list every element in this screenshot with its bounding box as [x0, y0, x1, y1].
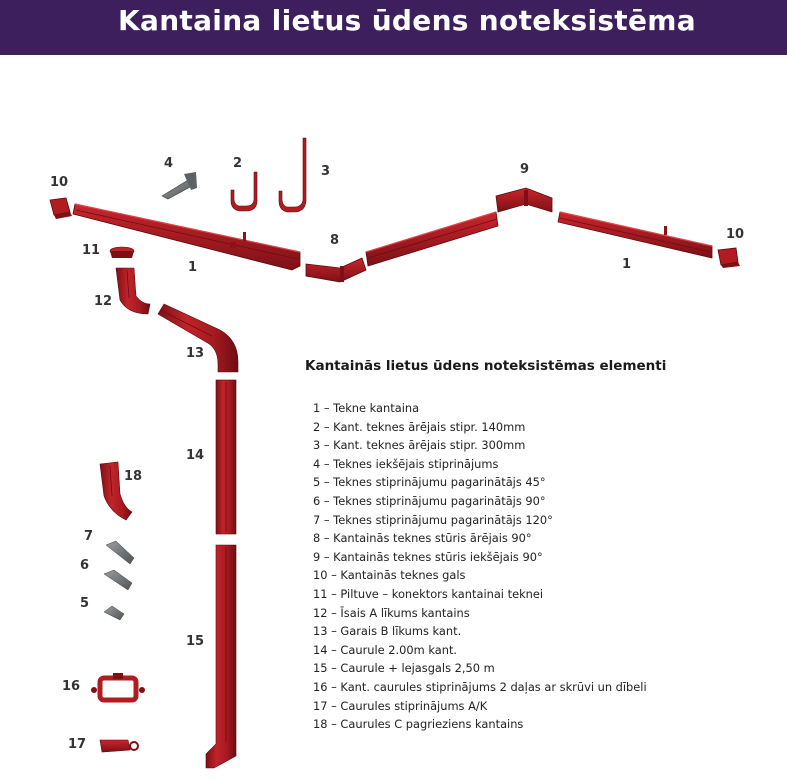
callout-2: 2 — [233, 156, 243, 171]
legend-item: 7 – Teknes stiprinājumu pagarinātājs 120° — [313, 512, 553, 527]
downpipe-with-outlet — [206, 545, 236, 768]
legend-item: 18 – Caurules C pagrieziens kantains — [313, 717, 524, 732]
callout-1-right: 1 — [622, 257, 632, 272]
internal-corner — [496, 188, 552, 212]
callout-11: 11 — [82, 243, 101, 258]
gutter-left — [73, 204, 300, 270]
legend-item: 17 – Caurules stiprinājums A/K — [313, 698, 488, 713]
legend-item: 9 – Kantainās teknes stūris iekšējais 90° — [313, 549, 543, 564]
legend-item: 1 – Tekne kantaina — [313, 401, 420, 415]
pipe-clamp-ak — [100, 740, 138, 752]
outlet-connector — [110, 247, 134, 258]
callout-17: 17 — [68, 737, 87, 752]
external-corner — [306, 258, 366, 282]
callout-16: 16 — [62, 679, 81, 694]
legend-item: 15 – Caurule + lejasgals 2,50 m — [313, 661, 495, 676]
legend-title: Kantainās lietus ūdens noteksistēmas elementi — [305, 358, 667, 374]
callout-1-left: 1 — [188, 260, 198, 275]
legend-item: 3 – Kant. teknes ārējais stipr. 300mm — [313, 438, 526, 453]
downpipe-2m — [216, 380, 236, 534]
callout-5: 5 — [80, 596, 90, 611]
gutter-end-cap-right — [718, 248, 740, 268]
external-bracket-300 — [279, 138, 306, 212]
gutter-middle — [366, 212, 498, 266]
callout-4: 4 — [164, 156, 174, 171]
legend-item: 14 – Caurule 2.00m kant. — [313, 642, 458, 657]
callout-12: 12 — [94, 294, 113, 309]
legend-item: 11 – Piltuve – konektors kantainai teknei — [313, 586, 544, 601]
external-bracket-140 — [231, 172, 257, 211]
legend-item: 8 – Kantainās teknes stūris ārējais 90° — [313, 531, 532, 546]
callout-18: 18 — [124, 469, 143, 484]
callout-10-left: 10 — [50, 175, 69, 190]
legend-item: 12 – Īsais A līkums kantains — [313, 605, 470, 620]
legend-list — [313, 399, 647, 734]
pipe-clamp-two-part — [91, 673, 145, 700]
bracket-extension-120 — [106, 541, 134, 564]
header-banner — [0, 0, 787, 55]
callout-14: 14 — [186, 448, 205, 463]
callout-8: 8 — [330, 233, 340, 248]
short-elbow-a — [116, 268, 150, 314]
callout-15: 15 — [186, 634, 205, 649]
gutter-right — [558, 212, 712, 258]
legend-item: 6 – Teknes stiprinājumu pagarinātājs 90° — [313, 493, 546, 508]
legend-item: 4 – Teknes iekšējais stiprinājums — [313, 456, 499, 471]
legend-item: 2 – Kant. teknes ārējais stipr. 140mm — [313, 419, 526, 434]
legend-item: 16 – Kant. caurules stiprinājums 2 daļas ar skrūvi un dībeli — [313, 679, 647, 694]
legend-item: 5 – Teknes stiprinājumu pagarinātājs 45° — [313, 475, 546, 490]
inner-bracket — [162, 172, 197, 199]
bracket-extension-90 — [104, 570, 132, 590]
callout-10-right: 10 — [726, 227, 745, 242]
callout-6: 6 — [80, 558, 90, 573]
long-elbow-b — [158, 304, 238, 372]
gutter-end-cap-left — [50, 198, 72, 219]
callout-3: 3 — [321, 164, 331, 179]
callout-9: 9 — [520, 162, 530, 177]
legend-item: 13 – Garais B līkums kant. — [313, 624, 462, 639]
page-title: Kantaina lietus ūdens noteksistēma — [118, 4, 696, 37]
callout-7: 7 — [84, 529, 94, 544]
legend-item: 10 – Kantainās teknes gals — [313, 568, 466, 583]
bracket-extension-45 — [104, 606, 124, 620]
callout-13: 13 — [186, 346, 205, 361]
